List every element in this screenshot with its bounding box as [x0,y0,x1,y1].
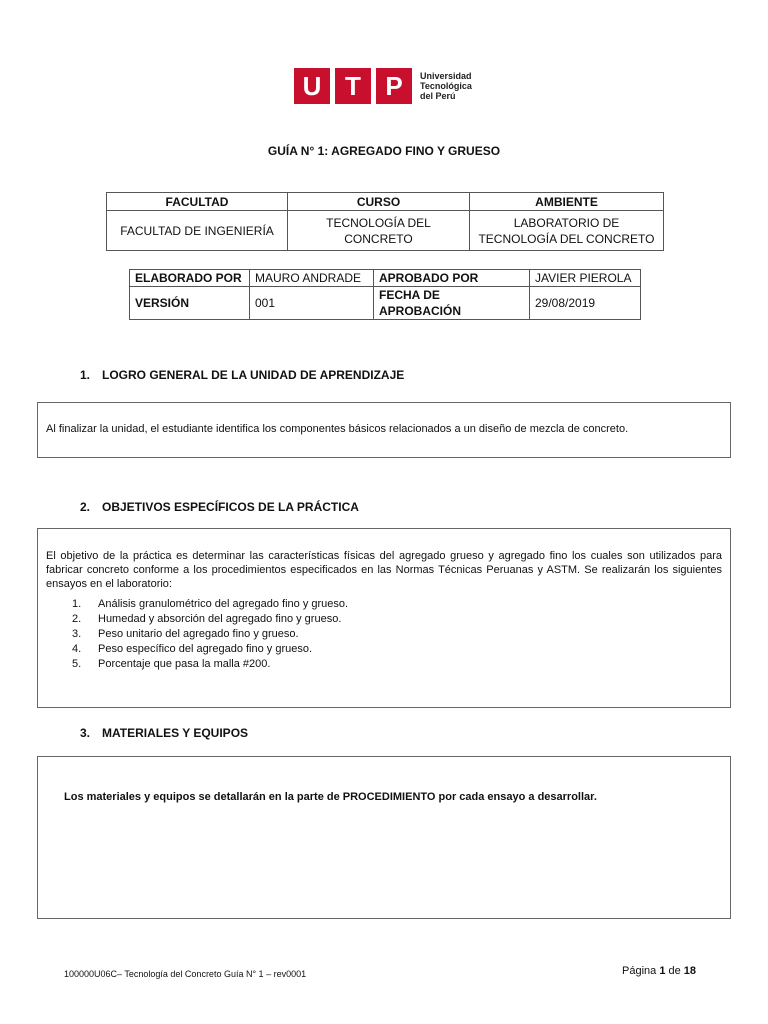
list-item: 1. Análisis granulométrico del agregado fino y grueso. [72,598,349,610]
footer-doc-id: 100000U06C– Tecnología del Concreto Guía N° 1 – rev0001 [64,969,307,979]
cell-curso: TECNOLOGÍA DEL CONCRETO [288,211,470,251]
header-facultad: FACULTAD [107,193,288,211]
section2-box [37,528,731,708]
section1-heading: 1. LOGRO GENERAL DE LA UNIDAD DE APRENDIZAJE [80,368,405,382]
cell-facultad: FACULTAD DE INGENIERÍA [107,211,288,251]
label-aprobado: APROBADO POR [374,270,530,287]
logo-letter-p: P [376,68,412,104]
utp-logo [294,68,472,104]
course-info-table [106,192,664,251]
list-item: 3. Peso unitario del agregado fino y grueso. [72,628,299,640]
document-title: GUÍA N° 1: AGREGADO FINO Y GRUESO [267,144,501,158]
value-fecha: 29/08/2019 [530,287,641,320]
logo-wordmark: Universidad Tecnológica del Perú [420,71,472,101]
section2-text: El objetivo de la práctica es determinar las características físicas del agregado grueso y agregado fino los cuales son utilizados para fabricar concreto conforme a los procedimientos especificados en las Normas Técnicas Peruanas y ASTM. Se realizarán los siguientes ensayos en el laboratorio: [46,550,722,590]
label-version: VERSIÓN [130,287,250,320]
approval-table [129,269,641,320]
logo-letter-t: T [335,68,371,104]
list-item: 4. Peso específico del agregado fino y grueso. [72,643,313,655]
label-fecha: FECHA DE APROBACIÓN [374,287,530,320]
cell-ambiente: LABORATORIO DE TECNOLOGÍA DEL CONCRETO [470,211,664,251]
value-elaborado: MAURO ANDRADE [250,270,374,287]
logo-letter-u: U [294,68,330,104]
list-item: 5. Porcentaje que pasa la malla #200. [72,658,271,670]
section1-box [37,402,731,458]
section3-heading: 3. MATERIALES Y EQUIPOS [80,726,249,740]
header-curso: CURSO [288,193,470,211]
value-aprobado: JAVIER PIEROLA [530,270,641,287]
tests-list [46,597,722,672]
section1-text: Al finalizar la unidad, el estudiante identifica los componentes básicos relacionados a un diseño de mezcla de concreto. [46,423,629,435]
header-ambiente: AMBIENTE [470,193,664,211]
list-item: 2. Humedad y absorción del agregado fino y grueso. [72,613,342,625]
section2-heading: 2. OBJETIVOS ESPECÍFICOS DE LA PRÁCTICA [80,500,359,514]
section3-text: Los materiales y equipos se detallarán en la parte de PROCEDIMIENTO por cada ensayo a desarrollar. [64,791,597,803]
page-number: Página 1 de 18 [622,965,697,977]
label-elaborado: ELABORADO POR [130,270,250,287]
value-version: 001 [250,287,374,320]
section3-box [37,756,731,919]
